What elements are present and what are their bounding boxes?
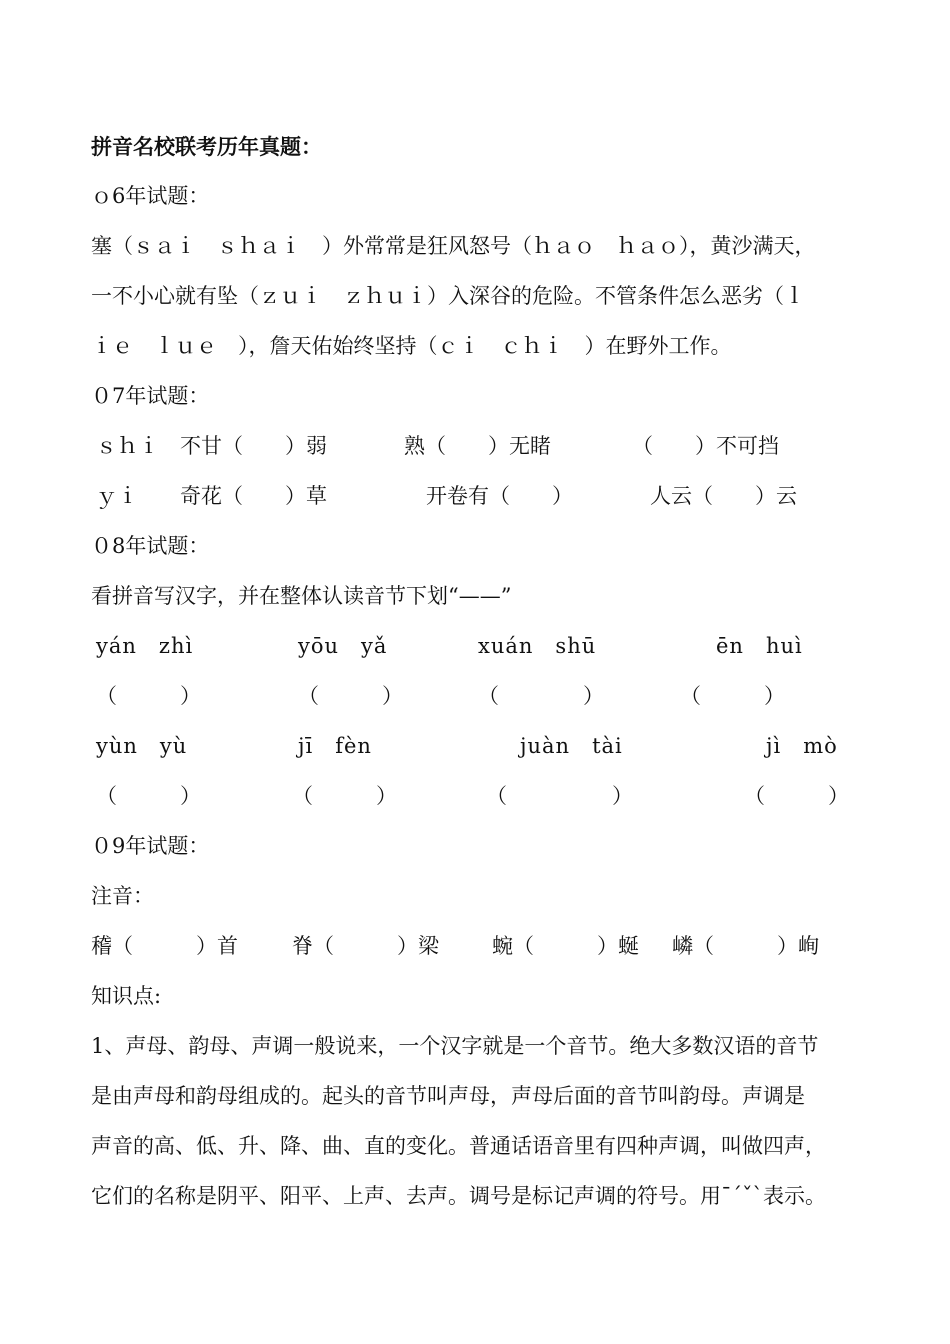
idiom-blank: 人云（ ）云 [650, 484, 797, 508]
phonetic-item: 嶙（ ）峋 [672, 934, 819, 958]
sub-heading: 注音： [91, 884, 154, 908]
answer-blank: （ ） [96, 684, 201, 708]
idiom-blank: 不甘（ ）弱 [180, 434, 327, 458]
pinyin-word: jī fèn [298, 734, 372, 758]
pinyin-word: yùn yù [96, 734, 188, 758]
paragraph-line: 声音的高、低、升、降、曲、直的变化。普通话语音里有四种声调，叫做四声， [91, 1134, 826, 1158]
pinyin-word: yán zhì [96, 634, 194, 658]
idiom-blank: 熟（ ）无睹 [404, 434, 551, 458]
page-title: 拼音名校联考历年真题： [91, 135, 322, 159]
idiom-blank: 开卷有（ ） [426, 484, 573, 508]
instruction-text: 看拼音写汉字，并在整体认读音节下划“——” [91, 584, 512, 608]
paragraph-line: 是由声母和韵母组成的。起头的音节叫声母，声母后面的音节叫韵母。声调是 [91, 1084, 805, 1108]
pinyin-prompt: ｓｈｉ [96, 434, 159, 458]
paragraph-line: 它们的名称是阴平、阳平、上声、去声。调号是标记声调的符号。用ˉˊˇˋ表示。 [91, 1184, 826, 1208]
idiom-blank: 奇花（ ）草 [180, 484, 327, 508]
pinyin-word: juàn tài [520, 734, 623, 758]
paragraph-line: 1、声母、韵母、声调一般说来，一个汉字就是一个音节。绝大多数汉语的音节 [91, 1034, 819, 1058]
phonetic-item: 脊（ ）梁 [292, 934, 439, 958]
pinyin-word: xuán shū [478, 634, 597, 658]
answer-blank: （ ） [478, 684, 604, 708]
pinyin-word: ēn huì [716, 634, 803, 658]
pinyin-prompt: ｙｉ [96, 484, 138, 508]
answer-blank: （ ） [486, 784, 633, 808]
paragraph-line: 塞（ｓａｉ ｓｈａｉ ）外常常是狂风怒号（ｈａｏ ｈａｏ），黄沙满天， [91, 234, 816, 258]
paragraph-line: ｉｅ ｌｕｅ ），詹天佑始终坚持（ｃｉ ｃｈｉ ）在野外工作。 [91, 334, 732, 358]
idiom-blank: （ ）不可挡 [632, 434, 779, 458]
answer-blank: （ ） [680, 684, 785, 708]
pinyin-word: yōu yǎ [298, 634, 388, 658]
pinyin-word: jì mò [766, 734, 838, 758]
answer-blank: （ ） [96, 784, 201, 808]
phonetic-item: 蜿（ ）蜒 [492, 934, 639, 958]
answer-blank: （ ） [744, 784, 849, 808]
section-heading-09: ０9年试题： [91, 834, 210, 858]
section-heading-07: ０7年试题： [91, 384, 210, 408]
answer-blank: （ ） [292, 784, 397, 808]
paragraph-line: 一不小心就有坠（ｚｕｉ ｚｈｕｉ）入深谷的危险。不管条件怎么恶劣（ｌ [91, 284, 805, 308]
knowledge-heading: 知识点: [91, 984, 162, 1008]
section-heading-06: ｏ6年试题： [91, 184, 210, 208]
section-heading-08: ０8年试题： [91, 534, 210, 558]
answer-blank: （ ） [298, 684, 403, 708]
phonetic-item: 稽（ ）首 [91, 934, 238, 958]
